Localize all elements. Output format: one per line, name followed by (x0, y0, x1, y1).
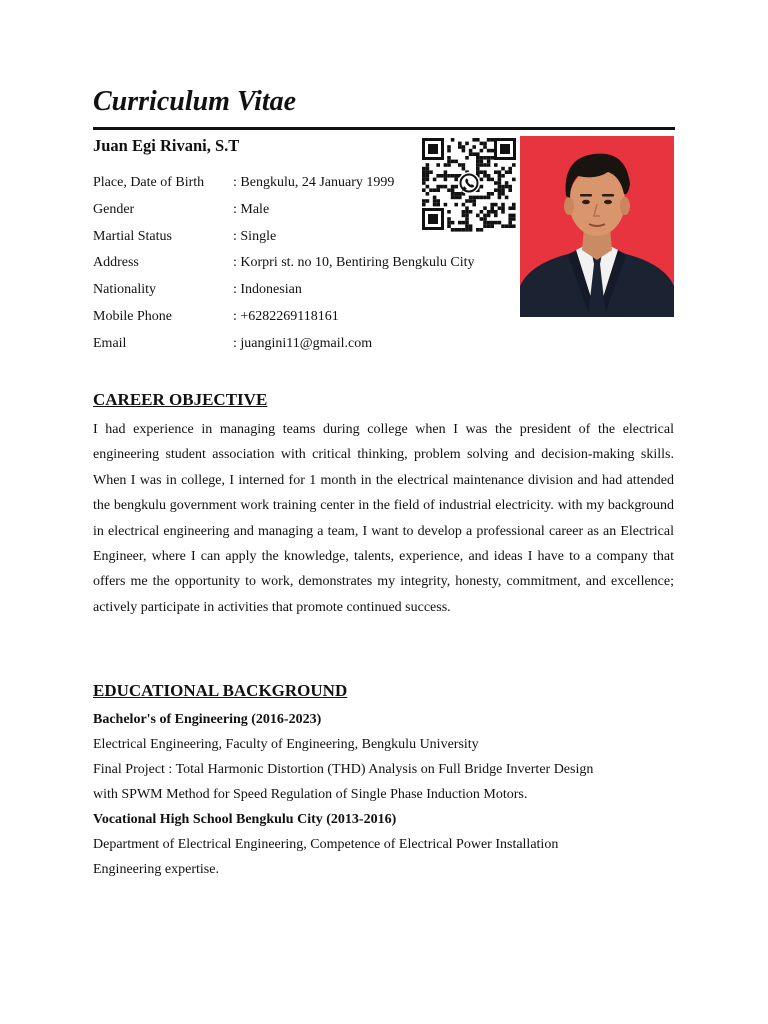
info-value: : +6282269118161 (233, 308, 339, 324)
whatsapp-qr-code-icon (420, 136, 518, 232)
candidate-name: Juan Egi Rivani, S.T (93, 136, 240, 155)
info-value: : Indonesian (233, 282, 302, 298)
info-value: : Single (233, 228, 277, 244)
info-row-nationality (93, 280, 523, 307)
education-line: with SPWM Method for Speed Regulation of Single Phase Induction Motors. (93, 787, 528, 802)
info-row-address (93, 253, 523, 280)
education-degree: Bachelor's of Engineering (2016-2023) (93, 712, 322, 727)
education-line: Final Project : Total Harmonic Distortion (THD) Analysis on Full Bridge Inverter Design (93, 762, 594, 777)
education-line: Department of Electrical Engineering, Competence of Electrical Power Installation (93, 837, 559, 852)
info-row-phone (93, 307, 523, 334)
info-value: : juangini11@gmail.com (233, 335, 373, 351)
info-value: : Male (233, 201, 270, 217)
profile-photo (520, 136, 674, 317)
info-label: Address (93, 255, 139, 271)
info-label: Email (93, 335, 127, 351)
info-value: : Korpri st. no 10, Bentiring Bengkulu City (233, 255, 475, 271)
info-label: Nationality (93, 282, 156, 298)
title-divider (93, 127, 675, 130)
info-label: Place, Date of Birth (93, 175, 205, 190)
document-title: Curriculum Vitae (93, 86, 297, 117)
education-degree: Vocational High School Bengkulu City (2013-2016) (93, 812, 397, 827)
info-label: Martial Status (93, 228, 172, 244)
info-value: : Bengkulu, 24 January 1999 (233, 175, 395, 190)
education-heading: EDUCATIONAL BACKGROUND (93, 681, 348, 700)
education-entry (93, 710, 674, 885)
info-row-email (93, 334, 523, 361)
career-objective-text: I had experience in managing teams during college when I was the president of the electrical engineering student association with critical thinking, problem solving and decision-making skills. When I was in college, I interned for 1 month in the electrical maintenance division and had attended the bengkulu government work training center in the field of industrial electricity. with my background in electrical engineering and managing a team, I want to develop a professional career as an Electrical Engineer, where I can apply the knowledge, talents, experience, and ideas I have to a company that offers me the opportunity to work, demonstrates my integrity, honesty, commitment, and excellence; actively participate in activities that promote continued success. (93, 422, 674, 615)
info-label: Mobile Phone (93, 308, 172, 324)
career-objective-heading: CAREER OBJECTIVE (93, 390, 268, 409)
info-label: Gender (93, 201, 135, 217)
education-line: Electrical Engineering, Faculty of Engineering, Bengkulu University (93, 737, 479, 752)
education-line: Engineering expertise. (93, 862, 219, 877)
